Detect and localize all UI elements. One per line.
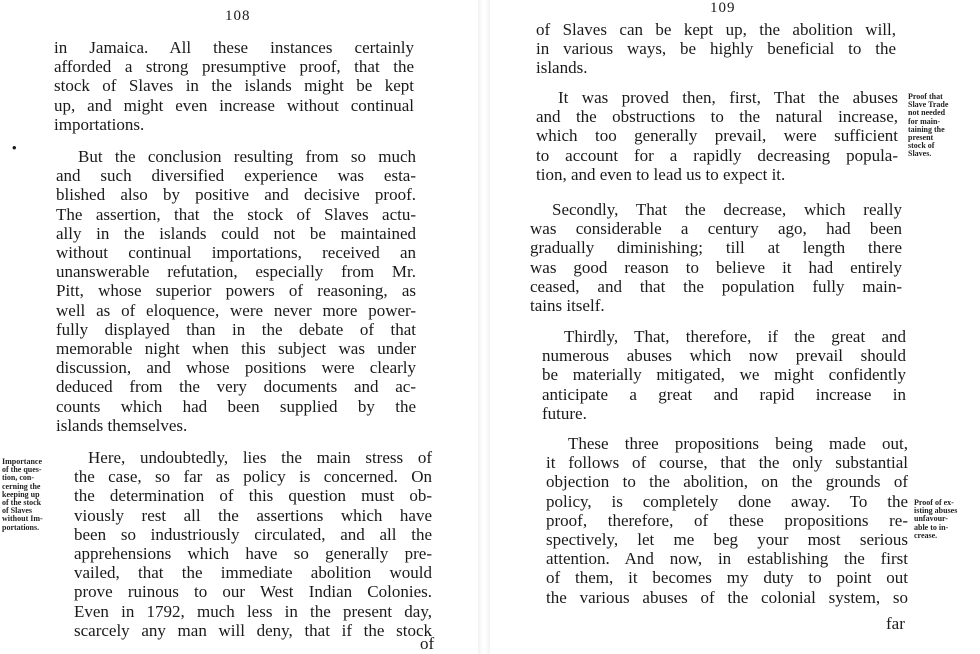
- margin-note-line: tion, con-: [2, 473, 34, 483]
- text-line: policy, is completely done away. To the: [546, 491, 908, 511]
- text-line: which too generally prevail, were sufficient: [536, 126, 898, 146]
- text-line: prove ruinous to our West Indian Colonies.: [74, 582, 432, 602]
- text-line: Even in 1792, much less in the present day,: [74, 601, 432, 621]
- text-line: counts which had been supplied by the: [56, 396, 416, 416]
- text-line: been so industriously circulated, and all the: [74, 524, 432, 544]
- left-paragraph-2: [56, 147, 416, 435]
- text-line: blished also by positive and decisive proof.: [56, 185, 416, 205]
- right-paragraph-3: [530, 200, 902, 315]
- text-line: in Jamaica. All these instances certainly: [54, 38, 414, 57]
- text-line: Pitt, whose superior powers of reasoning, as: [56, 281, 416, 301]
- text-line: afforded a strong presumptive proof, that the: [54, 57, 414, 77]
- text-line: gradually diminishing; till at length there: [530, 238, 902, 258]
- text-line: of Slaves can be kept up, the abolition will,: [536, 20, 896, 39]
- text-line: unanswerable refutation, especially from Mr.: [56, 262, 416, 282]
- text-line: Thirdly, That, therefore, if the great and: [564, 327, 906, 346]
- margin-note-line: Proof that: [908, 92, 943, 101]
- text-line: islands.: [536, 58, 588, 78]
- margin-note-line: for main-: [908, 116, 941, 126]
- text-line: well as of eloquence, were never more power-: [56, 300, 416, 320]
- left-page: [0, 0, 478, 654]
- margin-note-line: not needed: [908, 108, 946, 118]
- text-line: of them, it becomes my duty to point out: [546, 568, 908, 588]
- catchword-right: far: [886, 614, 905, 633]
- page-number-right: 109: [710, 0, 736, 16]
- text-line: ceased, and that the population fully main-: [530, 276, 902, 296]
- page-number-left: 108: [225, 8, 251, 24]
- text-line: anticipate a great and rapid increase in: [542, 384, 906, 404]
- right-paragraph-4: [542, 327, 906, 423]
- margin-note-line: present: [908, 133, 934, 143]
- right-paragraph-1: [536, 20, 896, 78]
- text-line: it follows of course, that the only substantial: [546, 453, 908, 473]
- text-line: scarcely any man will deny, that if the stock: [74, 620, 432, 640]
- text-line: viously rest all the assertions which have: [74, 505, 432, 525]
- margin-note-line: keeping up: [2, 489, 40, 499]
- text-line: It was proved then, first, That the abuses: [558, 88, 898, 107]
- text-line: to account for a rapidly decreasing popula-: [536, 145, 898, 165]
- text-line: tains itself.: [530, 296, 605, 316]
- text-line: Here, undoubtedly, lies the main stress of: [88, 448, 432, 467]
- text-line: islands themselves.: [56, 415, 188, 435]
- text-line: But the conclusion resulting from so much: [78, 147, 416, 166]
- margin-note-line: Slaves.: [908, 149, 932, 159]
- margin-note-line: cerning the: [2, 481, 41, 491]
- text-line: in various ways, be highly beneficial to the: [536, 39, 896, 59]
- text-line: be materially mitigated, we might confidently: [542, 365, 906, 385]
- text-line: future.: [542, 403, 587, 423]
- margin-note-left: [2, 458, 43, 532]
- margin-note-line: isting abuses: [914, 506, 958, 516]
- text-line: numerous abuses which now prevail should: [542, 346, 906, 366]
- text-line: These three propositions being made out,: [568, 434, 908, 453]
- margin-note-line: unfavour-: [914, 514, 948, 524]
- margin-note-line: able to in-: [914, 522, 949, 532]
- ink-mark: •: [12, 140, 17, 155]
- margin-note-line: of the stock: [2, 498, 42, 508]
- text-line: memorable night when this subject was under: [56, 339, 416, 359]
- margin-note-line: of Slaves: [2, 506, 32, 516]
- book-gutter: [478, 0, 490, 654]
- margin-note-line: Slave Trade: [908, 100, 949, 110]
- text-line: discussion, and whose positions were clearly: [56, 358, 416, 378]
- text-line: the determination of this question must ob-: [74, 486, 432, 506]
- text-line: attention. And now, in establishing the first: [546, 549, 908, 569]
- margin-note-line: portations.: [2, 522, 40, 532]
- text-line: The assertion, that the stock of Slaves actu-: [56, 204, 416, 224]
- catchword-left: of: [420, 634, 435, 653]
- margin-note-line: Importance: [2, 457, 42, 466]
- text-line: tion, and even to lead us to expect it.: [536, 164, 786, 184]
- margin-note-line: Proof of ex-: [914, 498, 954, 507]
- margin-note-line: crease.: [914, 530, 938, 540]
- margin-note-right-1: [908, 93, 948, 159]
- text-line: was good reason to believe it had entirely: [530, 257, 902, 277]
- text-line: up, and might even increase without continual: [54, 95, 414, 115]
- text-line: fully displayed than in the debate of that: [56, 319, 416, 339]
- margin-note-line: taining the: [908, 124, 945, 134]
- text-line: importations.: [54, 114, 145, 134]
- text-line: the case, so far as policy is concerned. On: [74, 467, 432, 487]
- text-line: Secondly, That the decrease, which really: [552, 200, 902, 219]
- text-line: ally in the islands could not be maintained: [56, 223, 416, 243]
- text-line: apprehensions which have so generally pre-: [74, 544, 432, 564]
- text-line: without continual importations, received an: [56, 243, 416, 263]
- margin-note-line: stock of: [908, 141, 935, 151]
- right-page: [490, 0, 980, 654]
- text-line: deduced from the very documents and ac-: [56, 377, 416, 397]
- left-paragraph-1: [54, 38, 414, 134]
- text-line: was considerable a century ago, had been: [530, 219, 902, 239]
- text-line: spectively, let me beg your most serious: [546, 530, 908, 550]
- text-line: and such diversified experience was esta-: [56, 166, 416, 186]
- text-line: stock of Slaves in the islands might be kept: [54, 76, 414, 96]
- margin-note-line: of the ques-: [2, 465, 42, 475]
- margin-note-line: without Im-: [2, 514, 43, 524]
- right-paragraph-5: [546, 434, 908, 607]
- text-line: and the obstructions to the natural increase,: [536, 107, 898, 127]
- left-paragraph-3: [74, 448, 432, 640]
- text-line: the various abuses of the colonial system, so: [546, 587, 908, 607]
- text-line: objection to the abolition, on the grounds of: [546, 472, 908, 492]
- right-paragraph-2: [536, 88, 898, 184]
- margin-note-right-2: [914, 499, 957, 540]
- text-line: proof, therefore, of these propositions re-: [546, 510, 908, 530]
- text-line: vailed, that the immediate abolition would: [74, 563, 432, 583]
